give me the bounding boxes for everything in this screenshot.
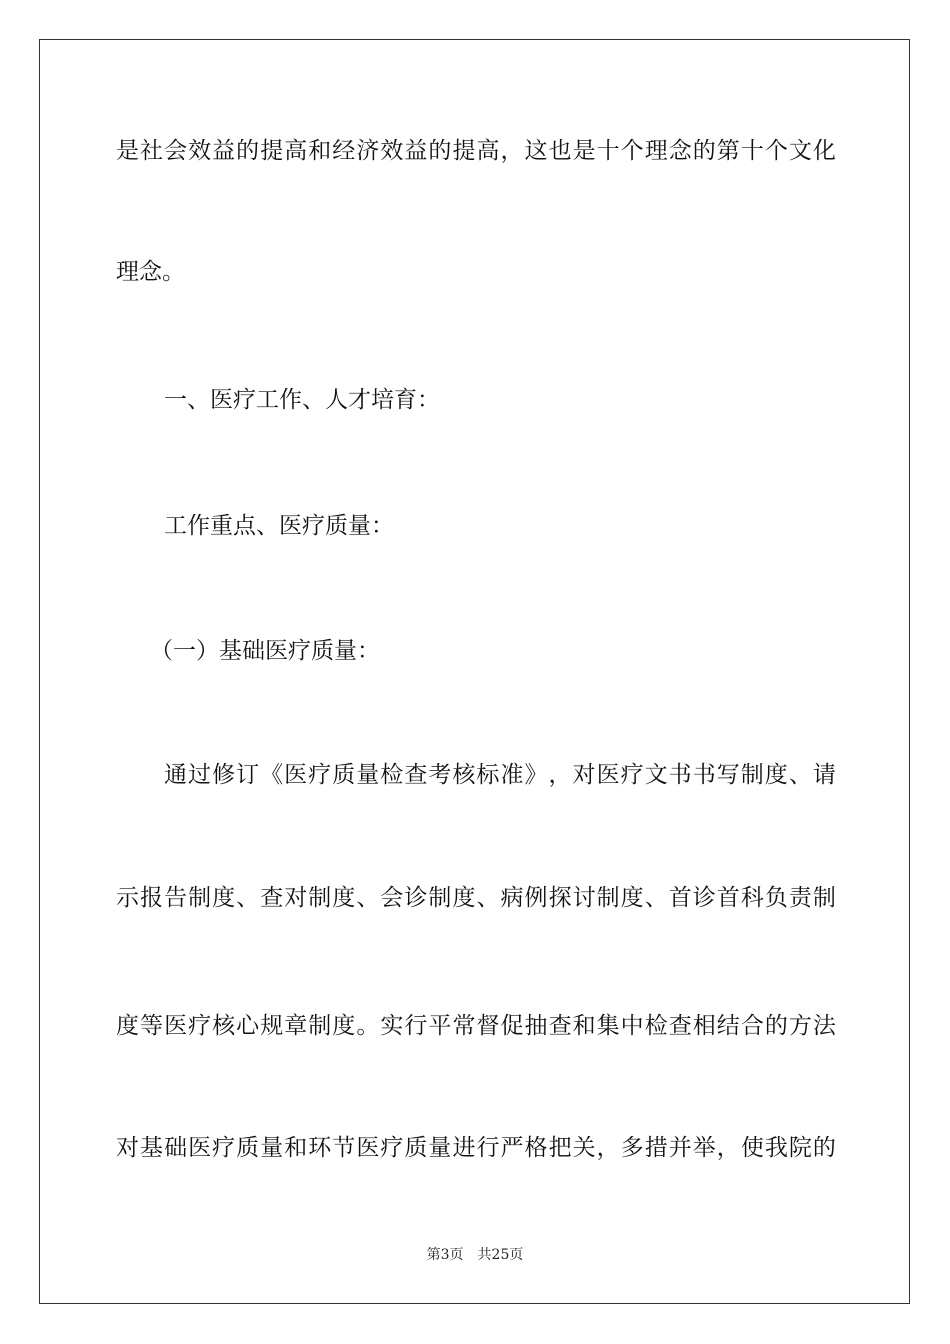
page-number-current: 第3页 <box>426 1247 464 1263</box>
text-line-6: 通 过 修 订 《 医 疗 质 量 检 查 考 核 标 准 》 ， 对 医 疗 文 书 书 写 制 度 、 请 <box>164 762 836 788</box>
subsection-heading: 工作重点、医疗质量： <box>164 513 394 539</box>
text-line-7: 示 报 告 制 度 、 查 对 制 度 、 会 诊 制 度 、 病 例 探 讨 制 度 、 首 诊 首 科 负 责 制 <box>116 885 836 911</box>
subsection-heading-basic-quality: （一）基础医疗质量： <box>150 638 380 664</box>
page-number-total: 共25页 <box>477 1247 524 1263</box>
text-line-1: 是 社 会 效 益 的 提 高 和 经 济 效 益 的 提 高 ， 这 也 是 十 个 理 念 的 第 十 个 文 化 <box>116 138 836 164</box>
section-heading: 一、医疗工作、人才培育： <box>164 387 440 413</box>
page-border <box>39 39 910 1304</box>
text-line-8: 度 等 医 疗 核 心 规 章 制 度 。 实 行 平 常 督 促 抽 查 和 集 中 检 查 相 结 合 的 方 法 <box>116 1013 836 1039</box>
page-footer <box>0 1244 950 1264</box>
text-line-9: 对 基 础 医 疗 质 量 和 环 节 医 疗 质 量 进 行 严 格 把 关 ， 多 措 并 举 ， 使 我 院 的 <box>116 1135 836 1161</box>
text-line-2: 理念。 <box>116 259 185 285</box>
